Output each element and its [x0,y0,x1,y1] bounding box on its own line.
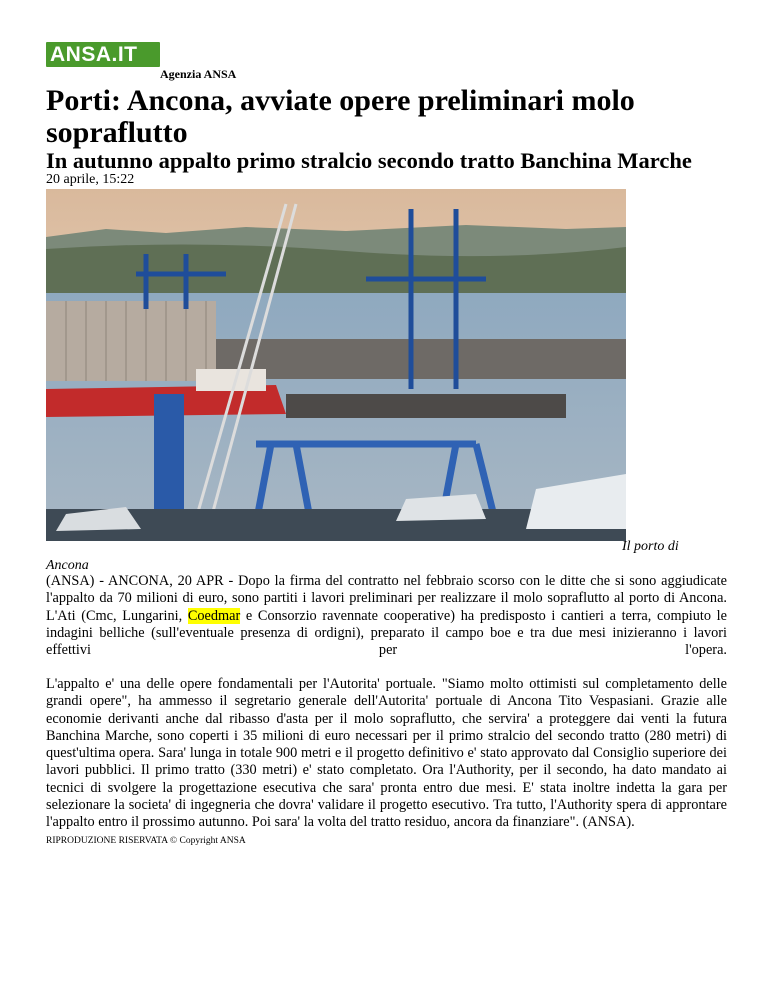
paragraph-1-text-a: (ANSA) - ANCONA, 20 APR - Dopo la firma del contratto nel febbraio scorso con le ditte che si sono aggiudicate l'appalto da 70 milioni di euro, sono partiti i lavori preliminari per realizzare il molo sopraflutto al porto di Ancona. L'Ati (Cmc, Lungarini, [46,573,727,624]
source-label: Agenzia ANSA [160,67,237,81]
photo-caption-continued: Ancona [46,558,89,573]
article-title: Porti: Ancona, avviate opere preliminari molo sopraflutto [46,84,635,149]
article-paragraph-2: L'appalto e' una delle opere fondamentali per l'Autorita' portuale. "Siamo molto ottimisti sul completamento delle grandi opere", ha ammesso il segretario generale dell'Autorita' portuale di Ancona Tito Vespasiani. Grazie alle economie derivanti anche dal ribasso d'asta per il molo sopraflutto, che servira' a proteggere dai venti la futura Banchina Marche, sono coperti i 35 milioni di euro necessari per il primo stralcio del secondo tratto (280 metri) di quest'ultima opera. Sara' lunga in totale 900 metri e il progetto definitivo e' stato approvato dal Consiglio superiore dei lavori pubblici. Il primo tratto (330 metri) e' stato completato. Ora l'Authority, per il secondo, ha dato mandato ai tecnici di svolgere la progettazione esecutiva che sara' pronta entro due mesi. E' stata inoltre indetta la gara per selezionare la societa' di ingegneria che dovra' validare il progetto esecutivo. Tra tutto, l'Authority spera di approntare l'appalto entro il prossimo autunno. Poi sara' la volta del tratto residuo, ancora da finanziare". (ANSA). [46,676,727,831]
article-paragraph-1 [46,573,727,659]
highlighted-term: Coedmar [187,607,241,624]
paragraph-1-text-b: e Consorzio ravennate cooperative) ha predisposto i cantieri a terra, compiuto le indagini belliche (sull'eventuale presenza di ordigni), preparato il campo boe e tra due mesi inizieranno i lavori effettivi per l'opera. [46,607,727,659]
article-date: 20 aprile, 15:22 [46,172,135,187]
ansa-logo[interactable] [46,42,160,67]
photo-caption: Il porto di [622,539,679,554]
copyright-notice: RIPRODUZIONE RISERVATA © Copyright ANSA [46,836,246,846]
logo-text: ANSA.IT [50,43,138,66]
port-photo [46,189,626,541]
article-subtitle: In autunno appalto primo stralcio secondo tratto Banchina Marche [46,148,692,173]
